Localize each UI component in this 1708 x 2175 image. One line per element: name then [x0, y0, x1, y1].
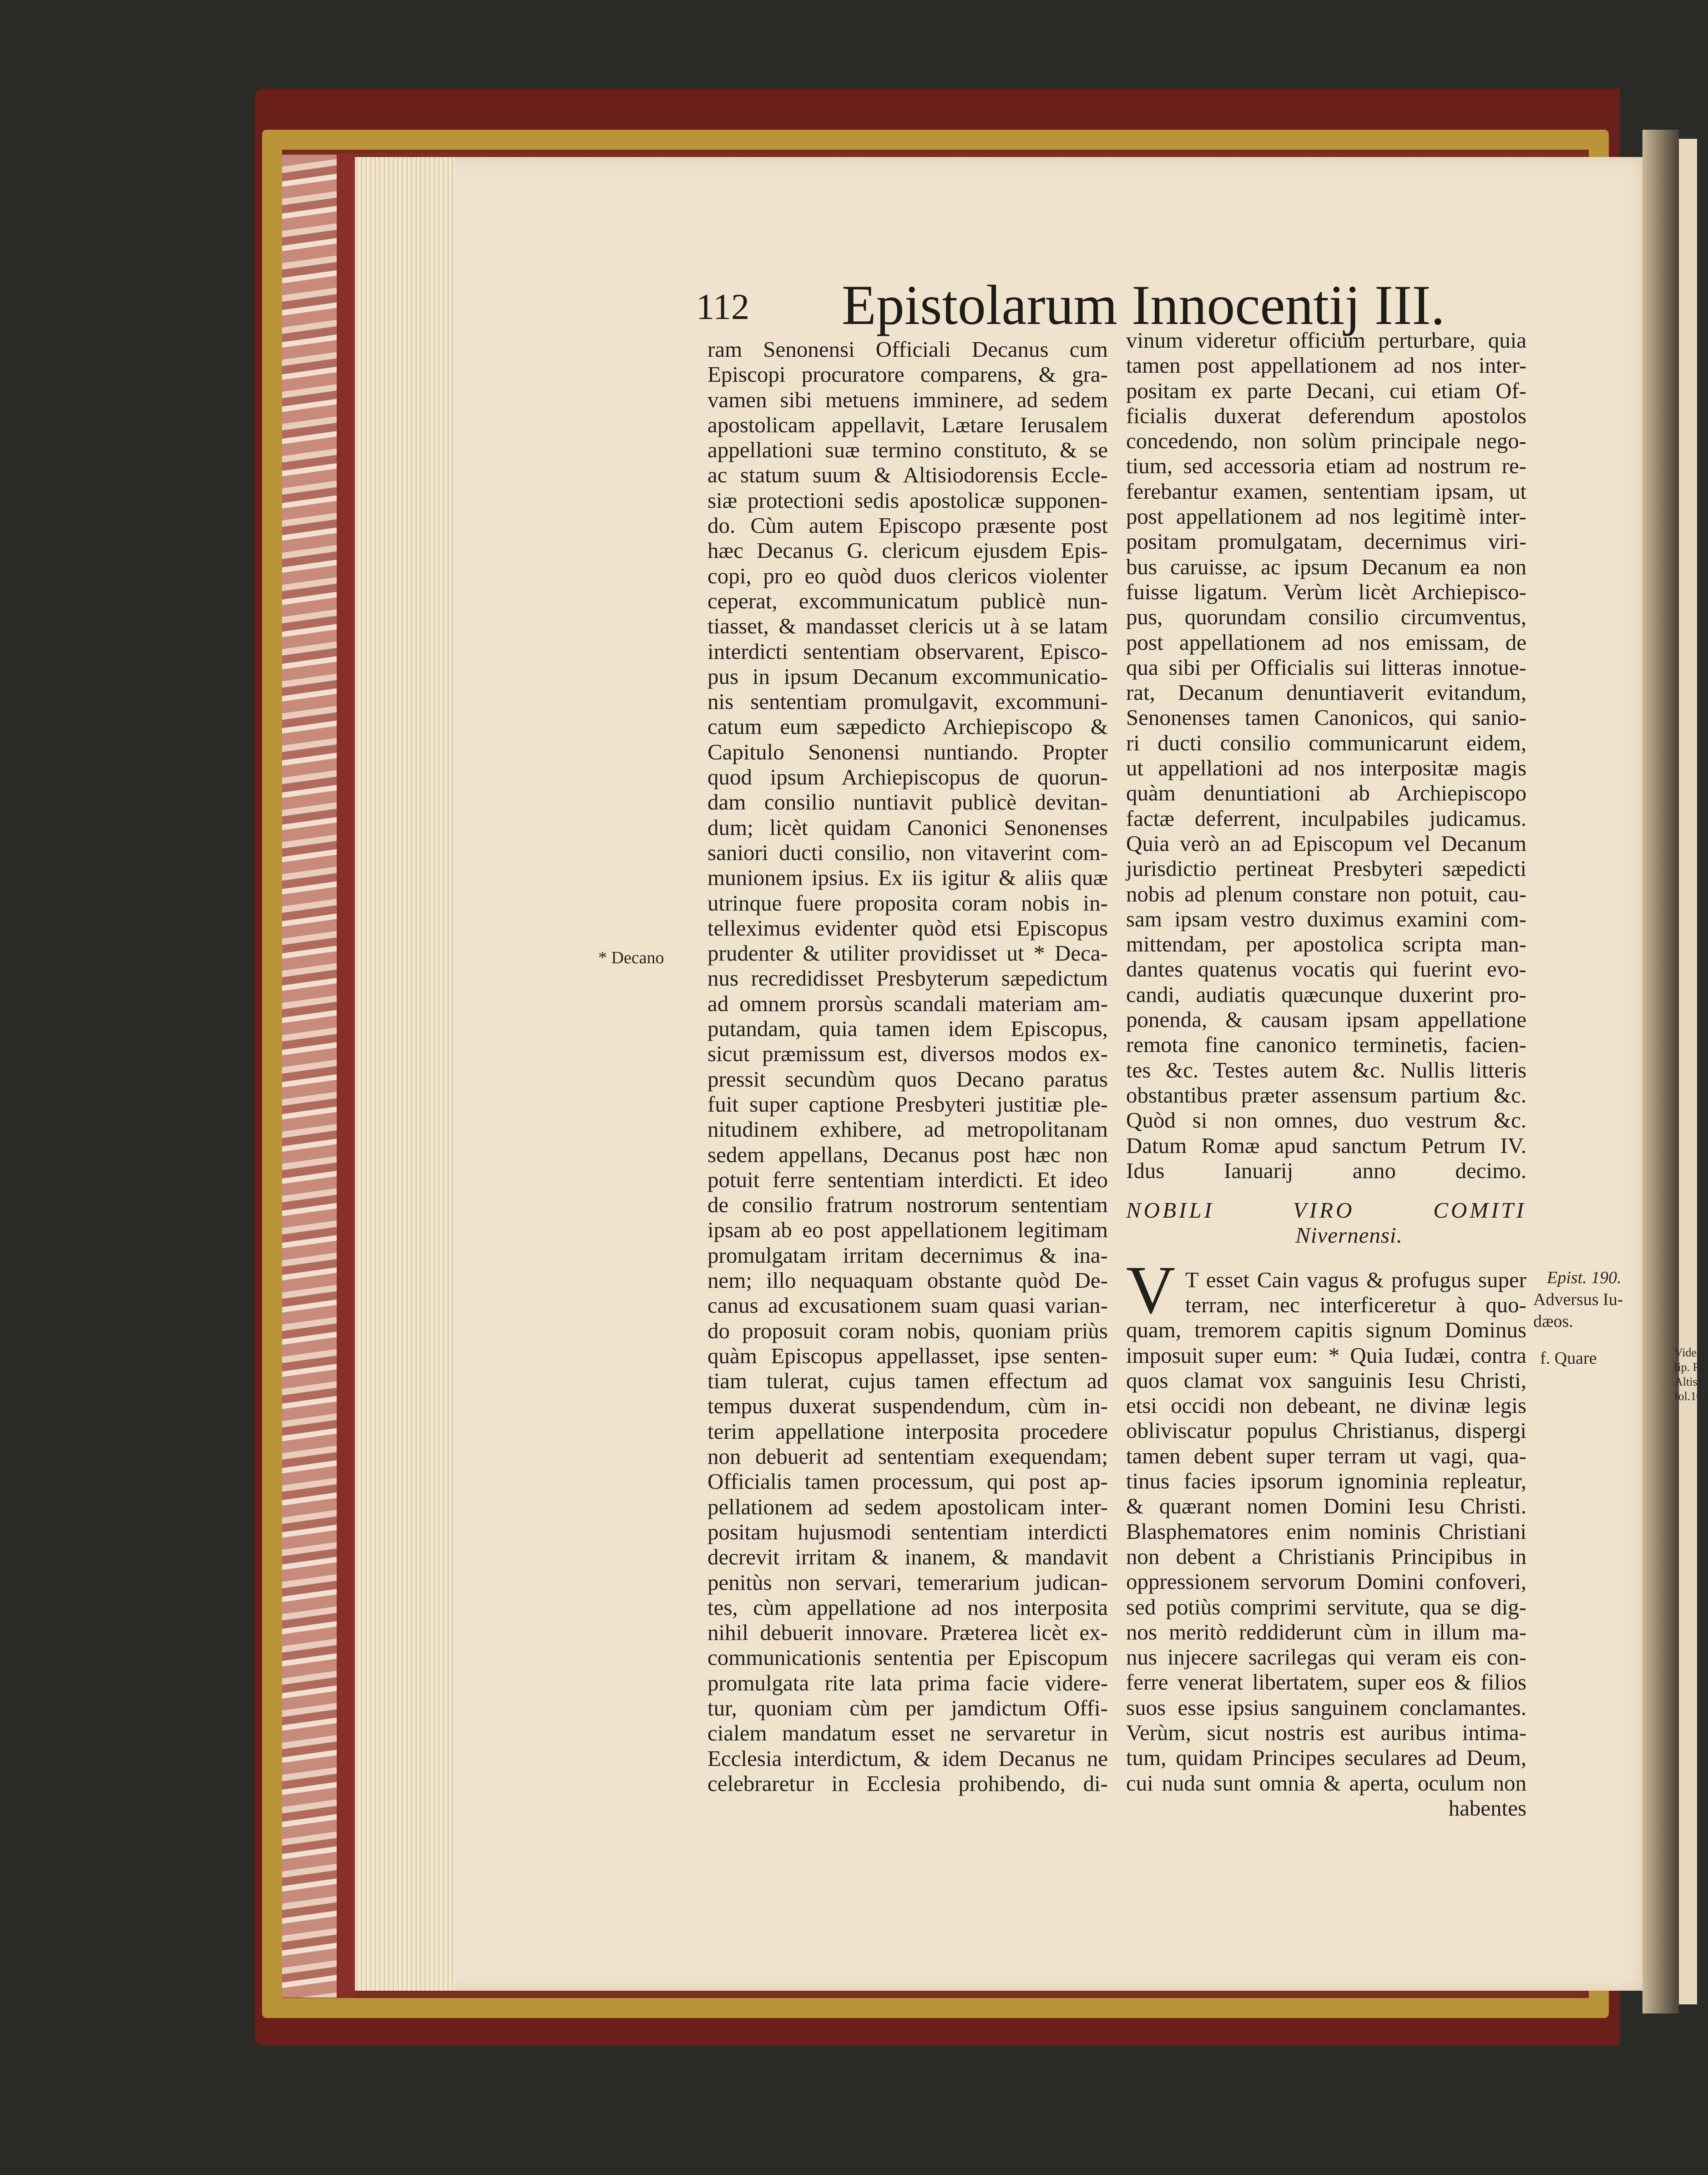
text-line: post appellationem ad nos emissam, de: [1126, 629, 1526, 655]
text-line: nus recredidisset Presbyterum sæpedictum: [707, 966, 1108, 991]
text-line: Idus Ianuarij anno decimo.: [1126, 1158, 1526, 1183]
text-line: nis sententiam promulgavit, excommuni-: [707, 689, 1108, 714]
text-line: post appellationem ad nos legitimè inter-: [1126, 504, 1526, 529]
text-line: jurisdictio pertineat Presbyteri sæpedicti: [1126, 856, 1526, 881]
text-line: nem; illo nequaquam obstante quòd De-: [707, 1267, 1108, 1293]
text-line: obstantibus præter assensum partium &c.: [1126, 1082, 1526, 1108]
text-line: fuit super captione Presbyteri justitiæ ple-: [707, 1091, 1108, 1117]
text-line: ad omnem prorsùs scandali materiam am-: [707, 991, 1108, 1016]
right-column-top: [1126, 328, 1526, 1183]
text-line: nitudinem exhibere, ad metropolitanam: [707, 1117, 1108, 1142]
text-line: putandam, quia tamen idem Episcopus,: [707, 1016, 1108, 1042]
page-edges: [355, 157, 455, 1991]
text-line: quàm Episcopus appellasset, ipse senten-: [707, 1343, 1108, 1368]
text-line: tum, quidam Principes seculares ad Deum,: [1126, 1745, 1526, 1770]
text-line: concedendo, non solùm principale nego-: [1126, 428, 1526, 454]
text-line: pellationem ad sedem apostolicam inter-: [707, 1494, 1108, 1519]
text-line: utrinque fuere proposita coram nobis in-: [707, 890, 1108, 916]
text-line: ri ducti consilio communicarunt eidem,: [1126, 730, 1526, 755]
text-line: positam promulgatam, decernimus viri-: [1126, 529, 1526, 554]
text-line: tinus facies ipsorum ignominia repleatur,: [1126, 1468, 1526, 1494]
text-line: promulgata rite lata prima facie videre-: [707, 1670, 1108, 1695]
left-column: [707, 337, 1108, 1796]
edge-note-vide: Vide c: [1674, 1346, 1705, 1359]
running-title: Epistolarum Innocentij III.: [842, 274, 1445, 336]
text-line: & quærant nomen Domini Iesu Christi.: [1126, 1493, 1526, 1519]
text-line: non debent a Christianis Principibus in: [1126, 1543, 1526, 1569]
text-line: cui nuda sunt omnia & aperta, oculum non: [1126, 1770, 1526, 1796]
edge-note-ro: lip. Ro: [1674, 1361, 1707, 1374]
text-line: tempus duxerat suspendendum, cùm in-: [707, 1393, 1108, 1419]
text-line: factæ deferrent, inculpabiles judicamus.: [1126, 805, 1526, 831]
text-line: tiam tulerat, cujus tamen effectum ad: [707, 1368, 1108, 1394]
text-line: cialem mandatum esset ne servaretur in: [707, 1720, 1108, 1746]
text-line: nos meritò reddiderunt cùm in illum ma-: [1126, 1619, 1526, 1644]
text-line: Verùm, sicut nostris est auribus intima-: [1126, 1720, 1526, 1745]
text-line: T esset Cain vagus & profugus super: [1185, 1267, 1526, 1292]
text-line: imposuit super eum: * Quia Iudæi, contra: [1126, 1342, 1526, 1368]
text-line: dum; licèt quidam Canonici Senonenses: [707, 814, 1108, 840]
text-line: apostolicam appellavit, Lætare Ierusalem: [707, 412, 1108, 437]
text-line: hæc Decanus G. clericum ejusdem Epis-: [707, 538, 1108, 563]
page-number: 112: [696, 287, 750, 327]
text-line: ut appellationi ad nos interpositæ magis: [1126, 755, 1526, 781]
text-line: pus, quorundam consilio circumventus,: [1126, 604, 1526, 630]
text-line: positam ex parte Decani, cui etiam Of-: [1126, 378, 1526, 403]
text-line: Episcopi procuratore comparens, & gra-: [707, 362, 1108, 387]
margin-note-quare: f. Quare: [1540, 1349, 1597, 1368]
text-line: bus caruisse, ac ipsum Decanum ea non: [1126, 554, 1526, 579]
text-line: terim appellatione interposita procedere: [707, 1418, 1108, 1444]
text-line: nus injecere sacrilegas qui veram eis con-: [1126, 1644, 1526, 1670]
margin-note-adversus: Adversus Iu-: [1533, 1290, 1623, 1309]
text-line: obliviscatur populus Christianus, dispergi: [1126, 1418, 1526, 1443]
text-line: siæ protectioni sedis apostolicæ supponen-: [707, 487, 1108, 513]
text-line: tes, cùm appellatione ad nos interposita: [707, 1594, 1108, 1620]
right-column: [1126, 328, 1526, 1821]
marbled-endpaper: [282, 155, 337, 1998]
text-line: ficialis duxerat deferendum apostolos: [1126, 403, 1526, 428]
text-line: nihil debuerit innovare. Præterea licèt ex-: [707, 1620, 1108, 1645]
text-line: quàm denuntiationi ab Archiepiscopo: [1126, 780, 1526, 806]
text-line: Senonenses tamen Canonicos, qui sanio-: [1126, 705, 1526, 730]
text-line: rat, Decanum denuntiaverit evitandum,: [1126, 680, 1526, 705]
text-line: sedem appellans, Decanus post hæc non: [707, 1142, 1108, 1167]
text-line: quos clamat vox sanguinis Iesu Christi,: [1126, 1367, 1526, 1393]
text-line: Ecclesia interdictum, & idem Decanus ne: [707, 1745, 1108, 1771]
text-line: ceperat, excommunicatum publicè nun-: [707, 588, 1108, 613]
text-line: remota fine canonico terminetis, facien-: [1126, 1032, 1526, 1057]
text-line: appellationi suæ termino constituto, & se: [707, 437, 1108, 463]
text-line: Datum Romæ apud sanctum Petrum IV.: [1126, 1133, 1526, 1158]
text-line: do proposuit coram nobis, quoniam priùs: [707, 1318, 1108, 1343]
text-line: Capitulo Senonensi nuntiando. Propter: [707, 739, 1108, 764]
right-column-letter: [1126, 1267, 1526, 1796]
text-line: sicut præmissum est, diversos modos ex-: [707, 1041, 1108, 1067]
text-line: quod ipsum Archiepiscopus de quorun-: [707, 764, 1108, 790]
margin-note-decano: * Decano: [598, 948, 664, 967]
text-line: tiasset, & mandasset clericis ut à se latam: [707, 613, 1108, 639]
letter-heading-line2: Nivernensi.: [1295, 1223, 1403, 1248]
text-line: celebraretur in Ecclesia prohibendo, di-: [707, 1770, 1108, 1796]
text-line: saniori ducti consilio, non vitaverint com-: [707, 840, 1108, 865]
text-line: interdicti sententiam observarent, Episco-: [707, 638, 1108, 664]
text-line: candi, audiatis quæcunque duxerint pro-: [1126, 981, 1526, 1007]
letter-heading-line1: NOBILI VIRO COMITI: [1126, 1198, 1526, 1223]
edge-note-altiss: Altiss: [1674, 1375, 1702, 1388]
text-line: copi, pro eo quòd duos clericos violenter: [707, 563, 1108, 588]
text-line: tamen debent super terram ut vagi, qua-: [1126, 1443, 1526, 1468]
text-line: pus in ipsum Decanum excommunicatio-: [707, 663, 1108, 689]
drop-cap: V: [1126, 1252, 1176, 1328]
text-line: suos esse ipsius sanguinem conclamantes.: [1126, 1694, 1526, 1720]
text-line: potuit ferre sententiam interdicti. Et ideo: [707, 1167, 1108, 1192]
text-line: mittendam, per apostolica scripta man-: [1126, 931, 1526, 957]
text-line: decrevit irritam & inanem, & mandavit: [707, 1544, 1108, 1570]
letter-heading: [1126, 1198, 1526, 1248]
text-line: non debuerit ad sententiam exequendam;: [707, 1444, 1108, 1469]
text-line: munionem ipsius. Ex iis igitur & aliis quæ: [707, 865, 1108, 890]
text-line: quam, tremorem capitis signum Dominus: [1126, 1317, 1526, 1343]
text-line: ram Senonensi Officiali Decanus cum: [707, 337, 1108, 362]
text-line: tes &c. Testes autem &c. Nullis litteris: [1126, 1057, 1526, 1082]
text-line: tamen post appellationem ad nos inter-: [1126, 353, 1526, 378]
text-line: penitùs non servari, temerarium judican-: [707, 1569, 1108, 1595]
text-line: catum eum sæpedicto Archiepiscopo &: [707, 714, 1108, 739]
text-line: prudenter & utiliter providisset ut * Deca-: [707, 941, 1108, 966]
text-line: dam consilio nuntiavit publicè devitan-: [707, 789, 1108, 815]
catchword: habentes: [1448, 1795, 1526, 1821]
text-line: ipsam ab eo post appellationem legitimam: [707, 1217, 1108, 1243]
text-line: sam ipsam vestro duximus examini com-: [1126, 906, 1526, 931]
text-line: telleximus evidenter quòd etsi Episcopus: [707, 915, 1108, 941]
edge-note-fol: fol.101: [1674, 1390, 1708, 1403]
text-line: communicationis sententia per Episcopum: [707, 1645, 1108, 1670]
margin-note-epist: Epist. 190.: [1547, 1268, 1622, 1287]
text-line: Quòd si non omnes, duo vestrum &c.: [1126, 1108, 1526, 1133]
text-line: Officialis tamen processum, qui post ap-: [707, 1469, 1108, 1494]
text-line: canus ad excusationem suam quasi varian-: [707, 1293, 1108, 1318]
text-line: do. Cùm autem Episcopo præsente post: [707, 513, 1108, 538]
text-line: terram, nec interficeretur à quo-: [1185, 1292, 1526, 1317]
inner-hinge: [337, 155, 355, 1998]
text-line: ponenda, & causam ipsam appellatione: [1126, 1007, 1526, 1032]
text-line: tur, quoniam cùm per jamdictum Offi-: [707, 1695, 1108, 1721]
text-line: pressit secundùm quos Decano paratus: [707, 1066, 1108, 1092]
text-line: fuisse ligatum. Verùm licèt Archiepisco-: [1126, 579, 1526, 604]
text-line: oppressionem servorum Domini confoveri,: [1126, 1569, 1526, 1594]
margin-note-daeos: dæos.: [1533, 1312, 1573, 1331]
text-line: Blasphematores enim nominis Christiani: [1126, 1518, 1526, 1544]
text-line: sed potiùs comprimi servitute, qua se dig-: [1126, 1594, 1526, 1619]
text-line: dantes quatenus vocatis qui fuerint evo-: [1126, 956, 1526, 982]
gutter: [1642, 130, 1679, 2013]
text-line: etsi occidi non debeant, ne divinæ legis: [1126, 1393, 1526, 1418]
text-line: nobis ad plenum constare non potuit, cau-: [1126, 881, 1526, 906]
text-line: ferre venerat libertatem, super eos & filios: [1126, 1669, 1526, 1695]
text-line: de consilio fratrum nostrorum sententiam: [707, 1192, 1108, 1218]
text-line: ac statum suum & Altisiodorensis Eccle-: [707, 462, 1108, 488]
text-line: tium, sed accessoria etiam ad nostrum re-: [1126, 453, 1526, 479]
text-line: vinum videretur officium perturbare, quia: [1126, 328, 1526, 353]
text-line: qua sibi per Officialis sui litteras innotue-: [1126, 654, 1526, 680]
text-line: ferebantur examen, sententiam ipsam, ut: [1126, 478, 1526, 504]
text-line: promulgatam irritam decernimus & ina-: [707, 1242, 1108, 1268]
text-line: positam hujusmodi sententiam interdicti: [707, 1519, 1108, 1544]
text-line: vamen sibi metuens imminere, ad sedem: [707, 387, 1108, 412]
text-line: Quia verò an ad Episcopum vel Decanum: [1126, 830, 1526, 856]
page-header: [696, 273, 1445, 337]
